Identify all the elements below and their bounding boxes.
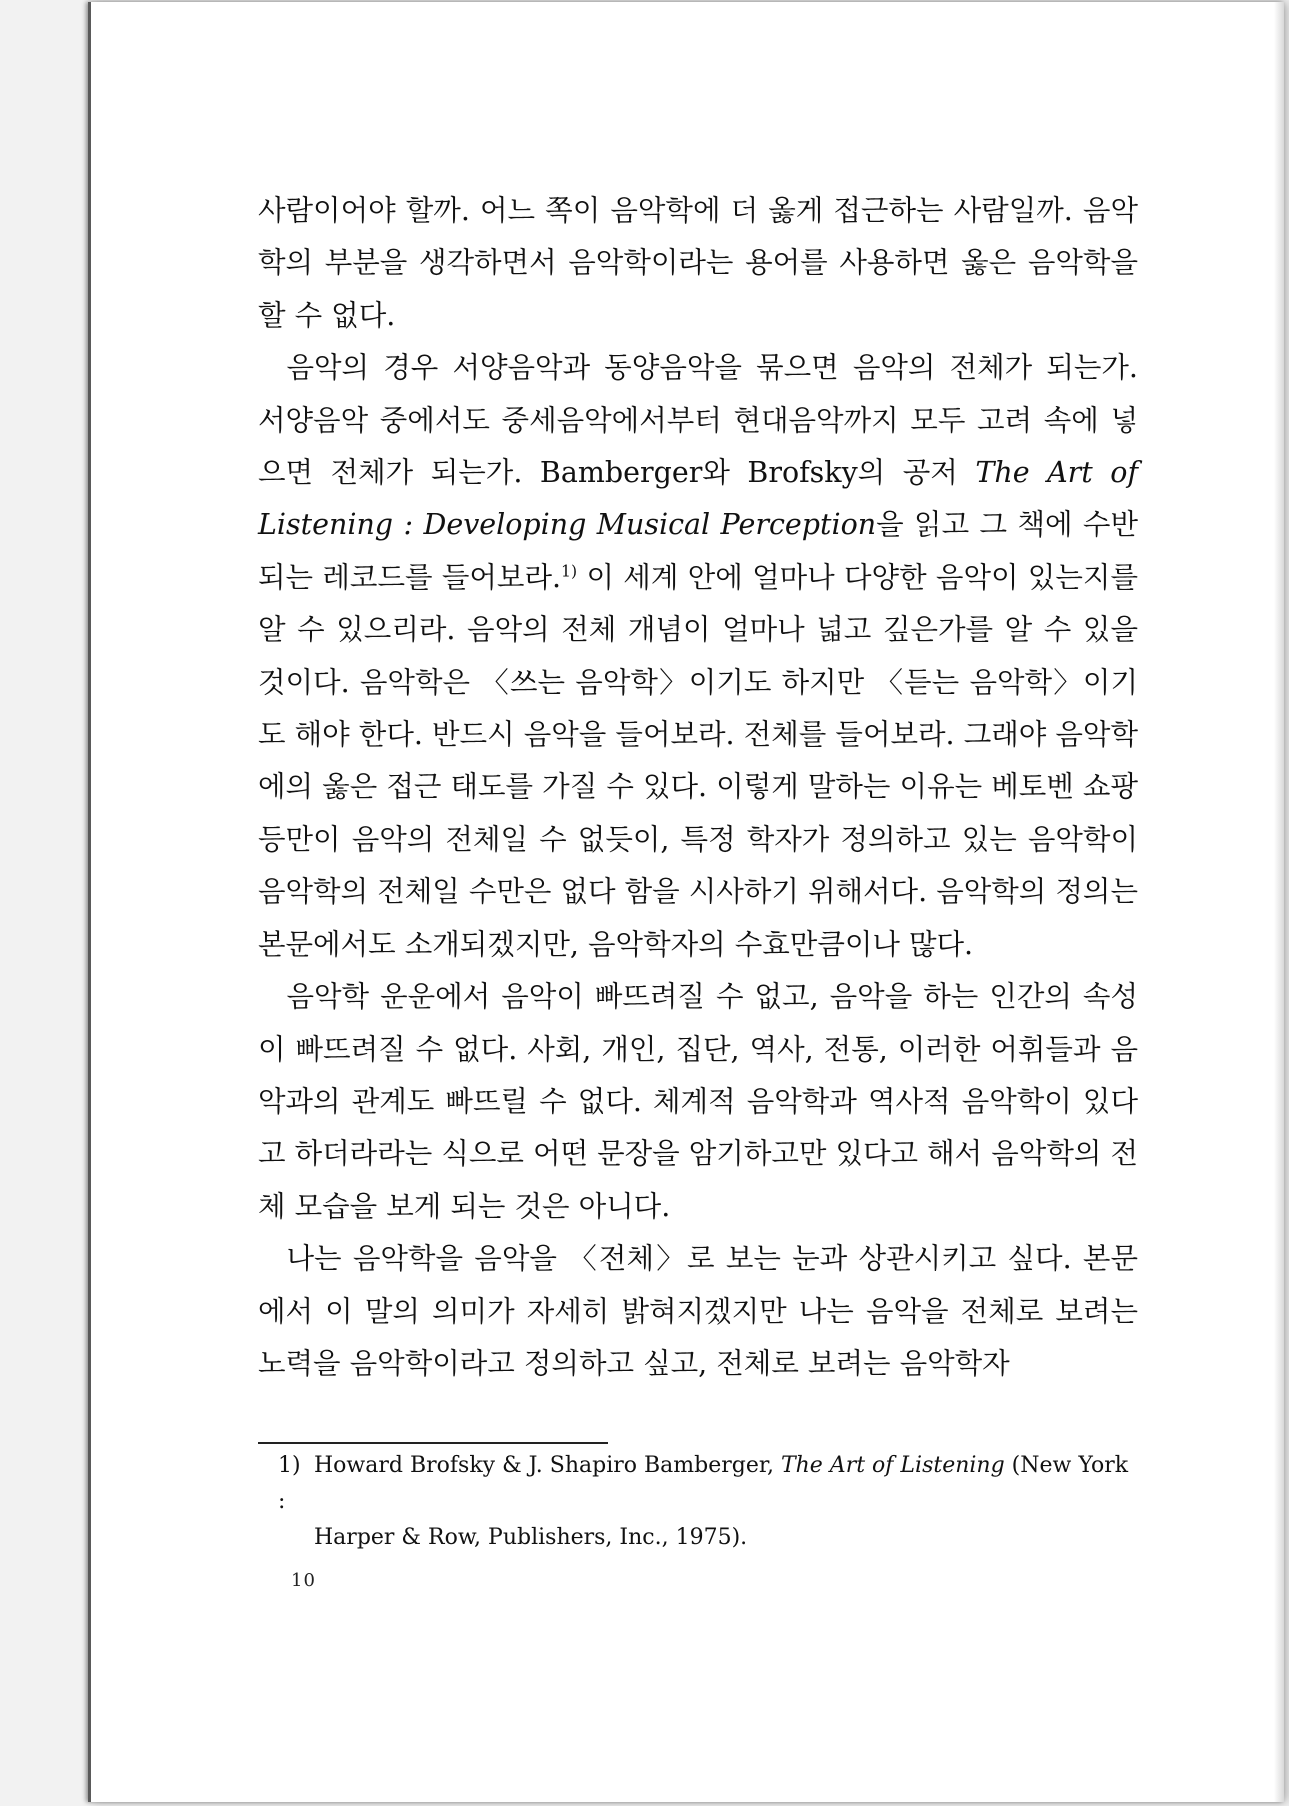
paragraph-3-text: 음악학 운운에서 음악이 빠뜨려질 수 없고, 음악을 하는 인간의 속성이 빠뜨려질 수 없다. 사회, 개인, 집단, 역사, 전통, 이러한 어휘들과 음악과의 관계도 빠뜨릴 수 없다. 체계적 음악학과 역사적 음악학이 있다고 하더라라는 식으로 어떤 문장을 암기하고만 있다고 해서 음악학의 전체 모습을 보게 되는 것은 아니다. <box>258 980 1138 1223</box>
book-title-italic: The Art of Listening : Developing Musical Perception <box>258 456 1138 542</box>
paragraph-1 <box>258 185 1138 342</box>
footnote-line-2: Harper & Row, Publishers, Inc., 1975). <box>314 1525 748 1550</box>
page-edge-shade <box>1274 2 1284 1802</box>
footnote-book-title: The Art of Listening <box>780 1453 1005 1478</box>
footnote <box>278 1448 1138 1556</box>
footnote-divider <box>258 1442 608 1444</box>
paragraph-4 <box>258 1233 1138 1390</box>
page-number: 10 <box>291 1570 316 1591</box>
footnote-publisher-start: (New York : <box>278 1453 1129 1514</box>
paragraph-3 <box>258 971 1138 1233</box>
footnote-line-1 <box>278 1448 1138 1520</box>
paragraph-2-text-c: 이 세계 안에 얼마나 다양한 음악이 있는지를 알 수 있으리라. 음악의 전체 개념이 얼마나 넓고 깊은가를 알 수 있을 것이다. 음악학은 〈쓰는 음악학〉이기도 하지만 〈듣는 음악학〉이기도 해야 한다. 반드시 음악을 들어보라. 전체를 들어보라. 그래야 음악학에의 옳은 접근 태도를 가질 수 있다. 이렇게 말하는 이유는 베토벤 쇼팡 등만이 음악의 전체일 수 없듯이, 특정 학자가 정의하고 있는 음악학이 음악학의 전체일 수만은 없다 함을 시사하기 위해서다. 음악학의 정의는 본문에서도 소개되겠지만, 음악학자의 수효만큼이나 많다. <box>258 560 1138 961</box>
paragraph-2-text-b: 을 읽고 그 책에 수반되는 레코드를 들어보라. <box>258 508 1138 594</box>
body-text <box>258 185 1138 1390</box>
footnote-number: 1) <box>278 1453 301 1478</box>
paragraph-2 <box>258 342 1138 971</box>
footnote-authors: Howard Brofsky & J. Shapiro Bamberger, <box>314 1453 781 1478</box>
book-page <box>88 2 1284 1802</box>
paragraph-1-text: 사람이어야 할까. 어느 쪽이 음악학에 더 옳게 접근하는 사람일까. 음악학의 부분을 생각하면서 음악학이라는 용어를 사용하면 옳은 음악학을 할 수 없다. <box>258 194 1138 332</box>
paragraph-2-text-a: 음악의 경우 서양음악과 동양음악을 묶으면 음악의 전체가 되는가. 서양음악 중에서도 중세음악에서부터 현대음악까지 모두 고려 속에 넣으면 전체가 되는가. Bamberger와 Brofsky의 공저 <box>258 351 1138 490</box>
footnote-reference: 1) <box>561 561 578 581</box>
paragraph-4-text: 나는 음악학을 음악을 〈전체〉로 보는 눈과 상관시키고 싶다. 본문에서 이 말의 의미가 자세히 밝혀지겠지만 나는 음악을 전체로 보려는 노력을 음악학이라고 정의하고 싶고, 전체로 보려는 음악학자 <box>258 1242 1138 1380</box>
